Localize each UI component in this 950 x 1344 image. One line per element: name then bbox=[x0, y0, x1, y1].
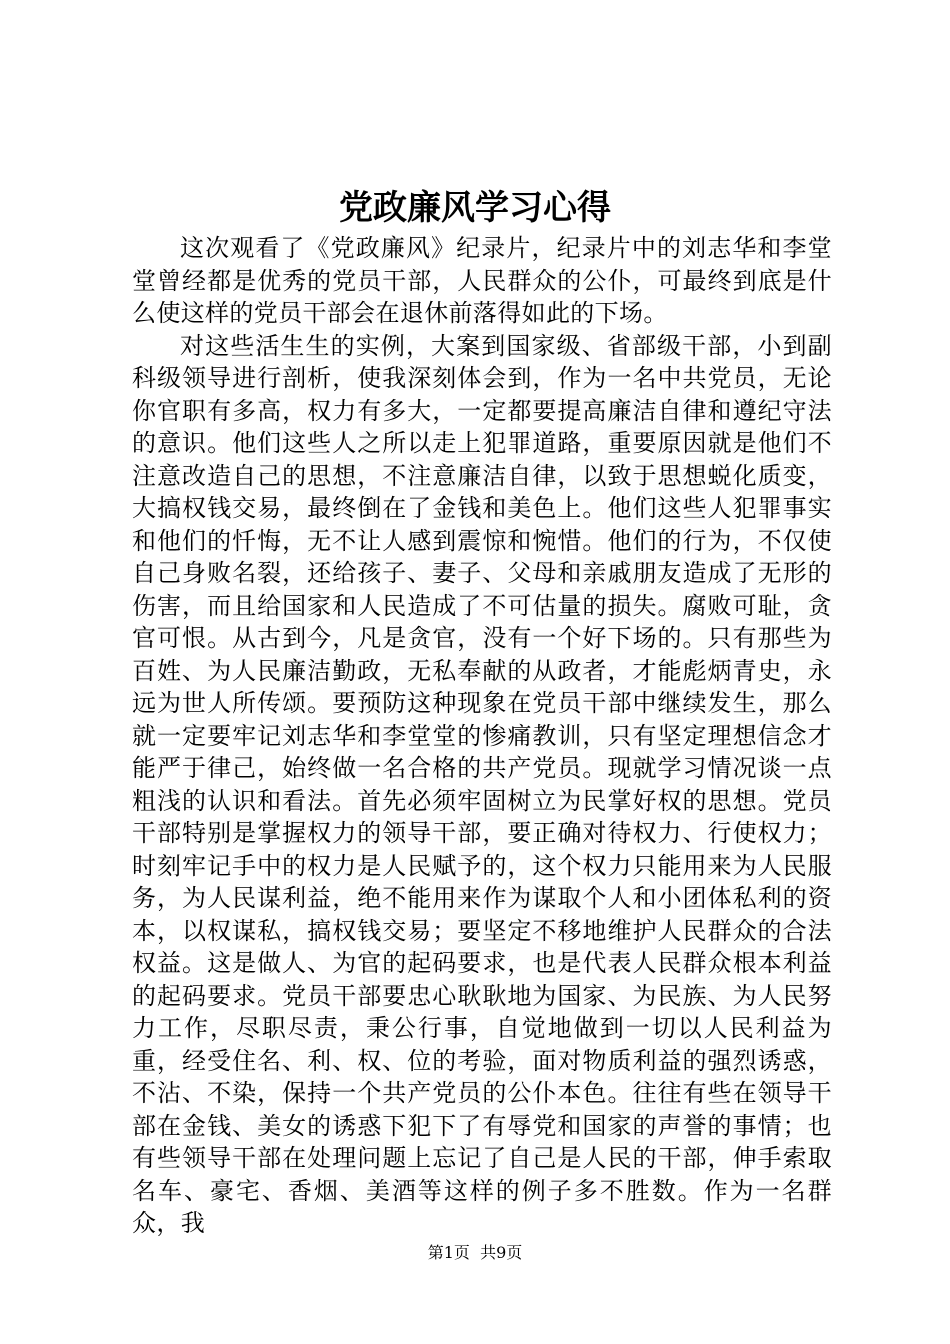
page-number: 第1页 bbox=[427, 1243, 470, 1262]
paragraph-2: 对这些活生生的实例，大案到国家级、省部级干部，小到副科级领导进行剖析，使我深刻体会到，作为一名中共党员，无论你官职有多高，权力有多大，一定都要提高廉洁自律和遵纪守法的意识。他们这些人之所以走上犯罪道路，重要原因就是他们不注意改造自己的思想，不注意廉洁自律，以致于思想蜕化质变，大搞权钱交易，最终倒在了金钱和美色上。他们这些人犯罪事实和他们的忏悔，无不让人感到震惊和惋惜。他们的行为，不仅使自己身败名裂，还给孩子、妻子、父母和亲戚朋友造成了无形的伤害，而且给国家和人民造成了不可估量的损失。腐败可耻，贪官可恨。从古到今，凡是贪官，没有一个好下场的。只有那些为百姓、为人民廉洁勤政，无私奉献的从政者，才能彪炳青史，永远为世人所传颂。要预防这种现象在党员干部中继续发生，那么就一定要牢记刘志华和李堂堂的惨痛教训，只有坚定理想信念才能严于律己，始终做一名合格的共产党员。现就学习情况谈一点粗浅的认识和看法。首先必须牢固树立为民掌好权的思想。党员干部特别是掌握权力的领导干部，要正确对待权力、行使权力；时刻牢记手中的权力是人民赋予的，这个权力只能用来为人民服务，为人民谋利益，绝不能用来作为谋取个人和小团体私利的资本，以权谋私，搞权钱交易；要坚定不移地维护人民群众的合法权益。这是做人、为官的起码要求，也是代表人民群众根本利益的起码要求。党员干部要忠心耿耿地为国家、为民族、为人民努力工作，尽职尽责，秉公行事，自觉地做到一切以人民利益为重，经受住名、利、权、位的考验，面对物质利益的强烈诱惑，不沾、不染，保持一个共产党员的公仆本色。往往有些在领导干部在金钱、美女的诱惑下犯下了有辱党和国家的声誉的事情；也有些领导干部在处理问题上忘记了自己是人民的干部，伸手索取名车、豪宅、香烟、美酒等这样的例子多不胜数。作为一名群众，我 bbox=[132, 331, 832, 1237]
page-total: 共9页 bbox=[480, 1243, 523, 1262]
paragraph-1: 这次观看了《党政廉风》纪录片，纪录片中的刘志华和李堂堂曾经都是优秀的党员干部，人民群众的公仆，可最终到底是什么使这样的党员干部会在退休前落得如此的下场。 bbox=[132, 234, 832, 327]
document-title: 党政廉风学习心得 bbox=[339, 188, 611, 228]
page-footer bbox=[0, 1242, 950, 1264]
document-body bbox=[132, 232, 832, 1240]
